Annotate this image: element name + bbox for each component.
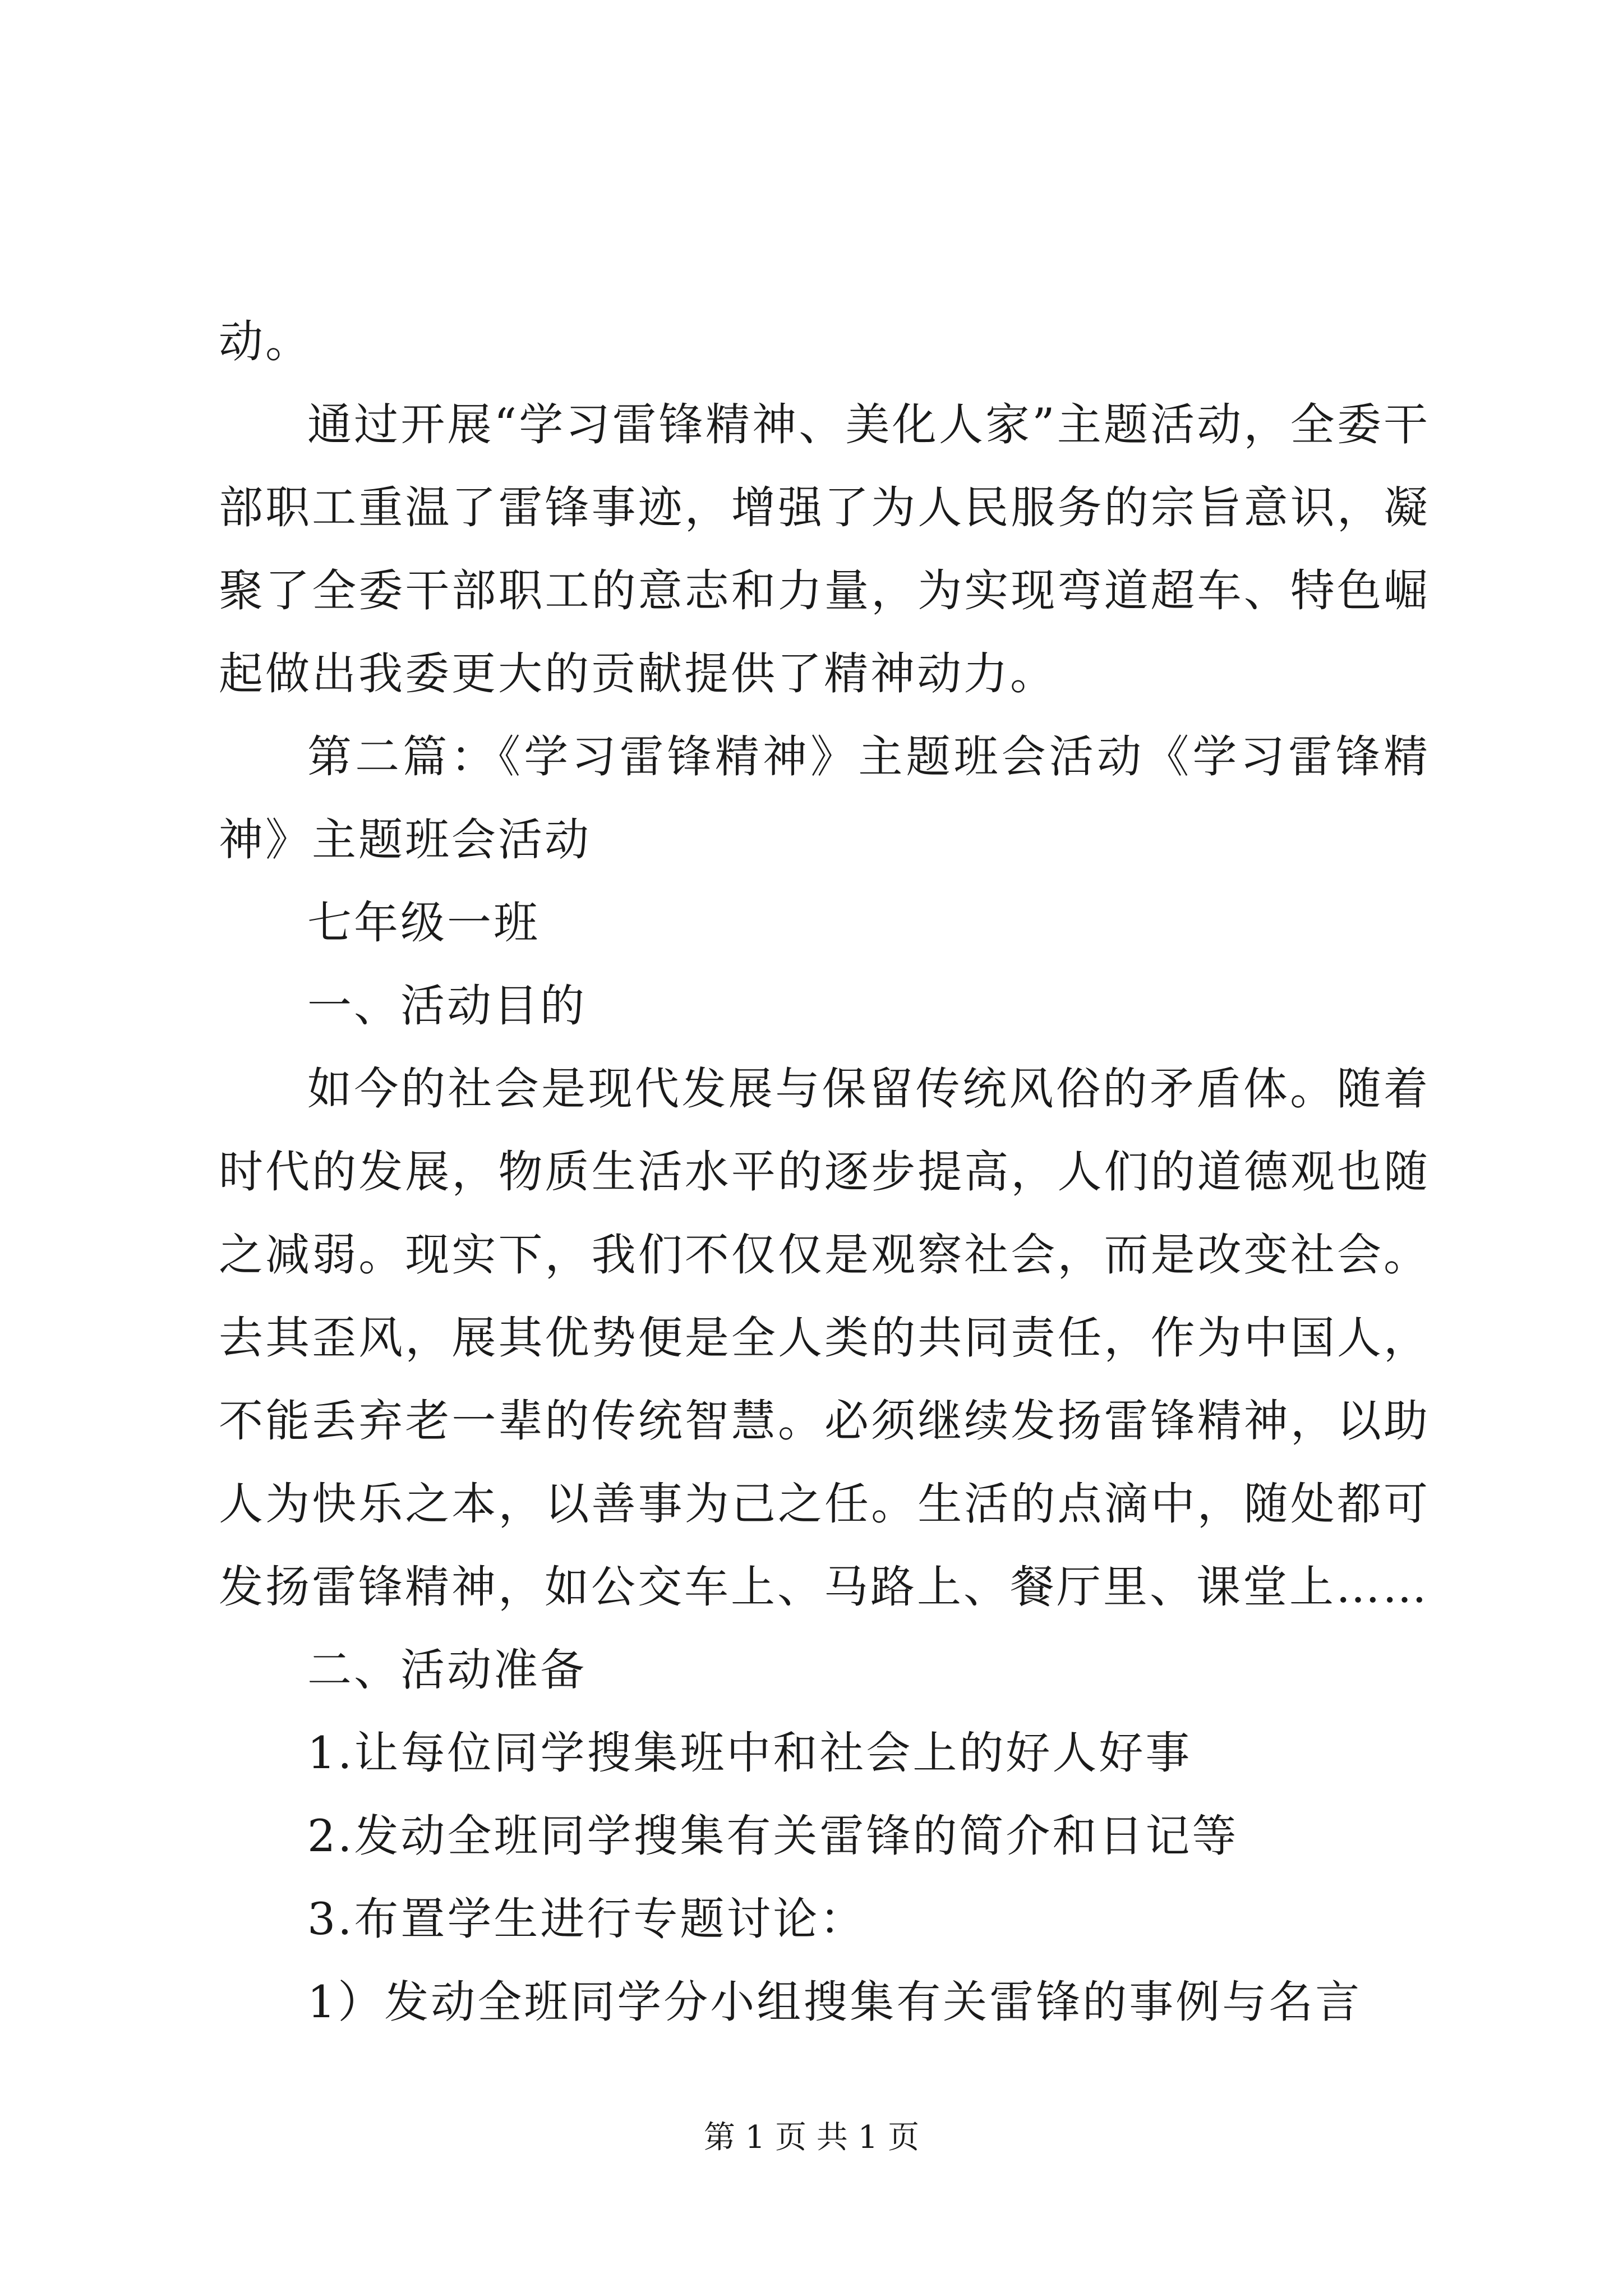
list-item-preparation-2: 2.发动全班同学搜集有关雷锋的简介和日记等 [307, 1810, 1239, 1862]
heading-activity-purpose: 一、活动目的 [307, 980, 587, 1032]
list-item-preparation-3: 3.布置学生进行专题讨论： [307, 1893, 866, 1945]
page-footer: 第 1 页 共 1 页 [703, 2119, 920, 2156]
list-subitem-1: 1）发动全班同学分小组搜集有关雷锋的事例与名言 [307, 1976, 1362, 2028]
paragraph-activity-purpose: 如今的社会是现代发展与保留传统风俗的矛盾体。随着时代的发展，物质生活水平的逐步提高，人们的道德观也随之减弱。现实下，我们不仅仅是观察社会，而是改变社会。去其歪风，展其优势便是全人类的共同责任，作为中国人，不能丢弃老一辈的传统智慧。必须继续发扬雷锋精神，以助人为快乐之本，以善事为己之任。生活的点滴中，随处都可发扬雷锋精神，如公交车上、马路上、餐厅里、课堂上…… [219, 1063, 1430, 1613]
list-item-preparation-1: 1.让每位同学搜集班中和社会上的好人好事 [307, 1727, 1192, 1779]
heading-activity-preparation: 二、活动准备 [307, 1644, 587, 1696]
paragraph-continuation: 动。 [219, 316, 312, 367]
document-body [219, 300, 1430, 2044]
paragraph-section-title: 第二篇：《学习雷锋精神》主题班会活动《学习雷锋精神》主题班会活动 [219, 731, 1430, 866]
paragraph-summary: 通过开展“学习雷锋精神、美化人家”主题活动，全委干部职工重温了雷锋事迹，增强了为人民服务的宗旨意识，凝聚了全委干部职工的意志和力量，为实现弯道超车、特色崛起做出我委更大的贡献提供了精神动力。 [219, 399, 1430, 700]
paragraph-class-name: 七年级一班 [307, 897, 540, 949]
